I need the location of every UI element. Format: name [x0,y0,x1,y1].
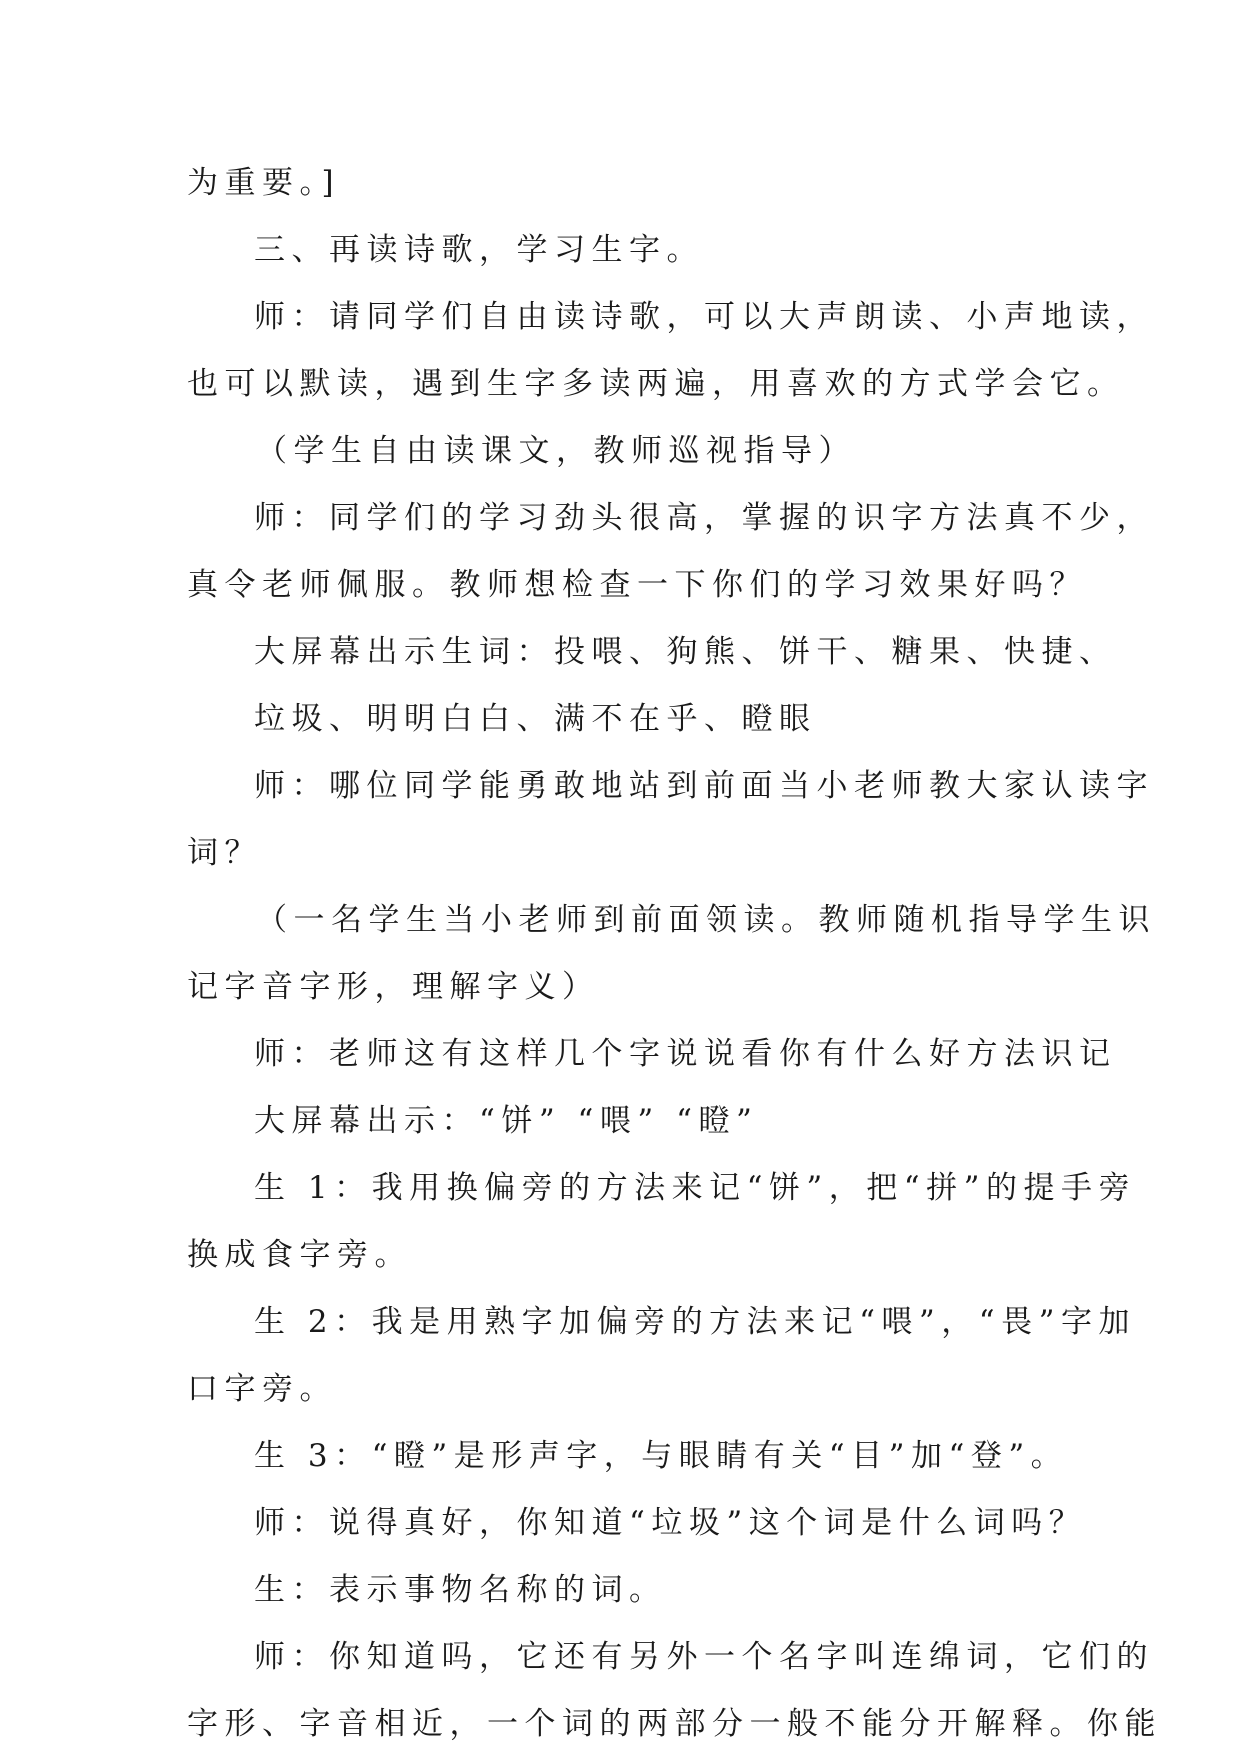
text-line: 字形、字音相近，一个词的两部分一般不能分开解释。你能 [187,1706,1162,1742]
text-line: 也可以默读，遇到生字多读两遍，用喜欢的方式学会它。 [187,366,1125,402]
text-line: 生 2：我是用熟字加偏旁的方法来记“喂”，“畏”字加 [254,1304,1136,1340]
text-line: 师：哪位同学能勇敢地站到前面当小老师教大家认读字 [254,768,1154,804]
text-line: 为重要。] [187,165,341,201]
stage-direction: （一名学生当小老师到前面领读。教师随机指导学生识 [256,902,1156,938]
text-line: 换成食字旁。 [187,1237,412,1273]
text-line: 师：请同学们自由读诗歌，可以大声朗读、小声地读， [254,299,1154,335]
text-line: 师：老师这有这样几个字说说看你有什么好方法识记 [254,1036,1117,1072]
stage-direction: （学生自由读课文，教师巡视指导） [256,433,856,469]
text-line: 师：同学们的学习劲头很高，掌握的识字方法真不少， [254,500,1154,536]
text-line: 大屏幕出示：“饼” “喂” “瞪” [254,1103,759,1139]
text-line: 生 1：我用换偏旁的方法来记“饼”，把“拼”的提手旁 [254,1170,1136,1206]
text-line: 词？ [187,835,262,871]
text-line: 口字旁。 [187,1371,337,1407]
text-line: 师：你知道吗，它还有另外一个名字叫连绵词，它们的 [254,1639,1154,1675]
text-line: 垃圾、明明白白、满不在乎、瞪眼 [254,701,817,737]
section-heading: 三、再读诗歌，学习生字。 [254,232,704,268]
text-line: 生：表示事物名称的词。 [254,1572,667,1608]
text-line: 记字音字形，理解字义） [187,969,600,1005]
text-line: 生 3：“瞪”是形声字，与眼睛有关“目”加“登”。 [254,1438,1069,1474]
text-line: 真令老师佩服。教师想检查一下你们的学习效果好吗？ [187,567,1087,603]
text-line: 师：说得真好，你知道“垃圾”这个词是什么词吗？ [254,1505,1087,1541]
text-line: 大屏幕出示生词：投喂、狗熊、饼干、糖果、快捷、 [254,634,1117,670]
